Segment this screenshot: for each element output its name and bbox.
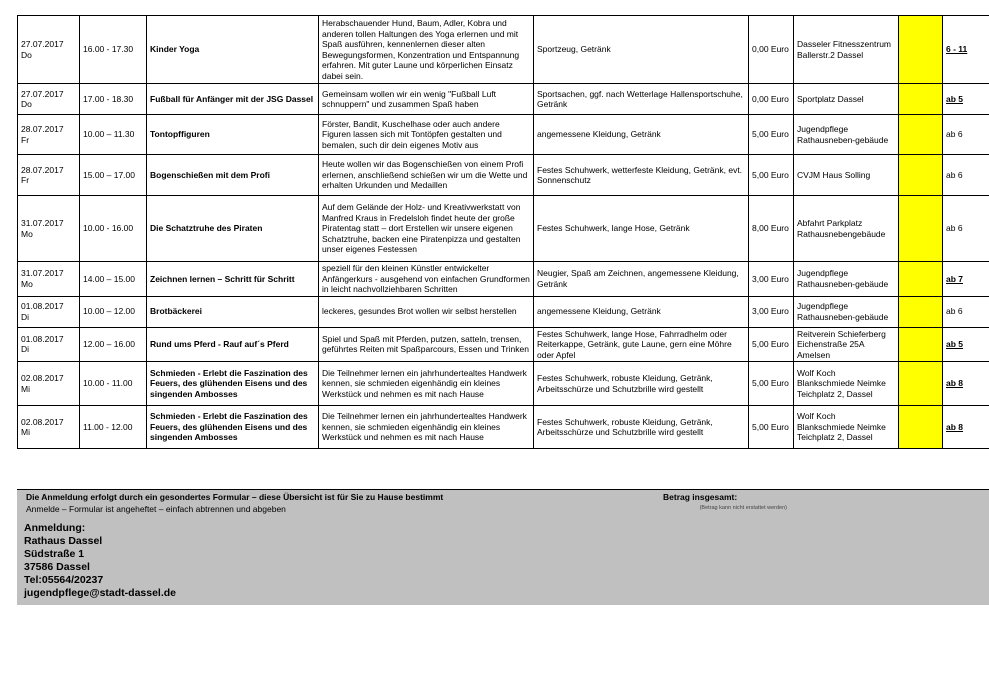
event-bring-along: Neugier, Spaß am Zeichnen, angemessene Kleidung, Getränk (534, 262, 749, 297)
event-bring-along: angemessene Kleidung, Getränk (534, 296, 749, 327)
address-email[interactable]: jugendpflege@stadt-dassel.de (24, 587, 177, 599)
event-weekday: Do (21, 99, 32, 109)
event-description: Spiel und Spaß mit Pferden, putzen, satteln, trensen, geführtes Reiten mit Spaßparcours, Essen und Trinken (319, 327, 534, 362)
event-date (18, 406, 80, 449)
selection-mark[interactable] (899, 262, 943, 297)
event-location: Jugendpflege Rathausneben-gebäude (794, 115, 899, 155)
event-date-value: 02.08.2017 (21, 373, 64, 383)
event-price: 5,00 Euro (749, 362, 794, 406)
event-weekday: Mo (21, 278, 33, 289)
address-line: Südstraße 1 (24, 548, 85, 560)
event-description: Auf dem Gelände der Holz- und Kreativwerkstatt von Manfred Kraus in Fredelsloh findet heute der große Piratentag statt – dort Erstellen wir unsere eigenen Schatztruhe, backen eine Piratenpizza und gestalten unser eigenes Festessen (319, 196, 534, 262)
schedule-table (17, 15, 989, 449)
schedule-row (18, 155, 989, 196)
event-description: Die Teilnehmer lernen ein jahrhundertealtes Handwerk kennen, sie schmieden eigenhändig ein kleines Werkstück und nehmen es mit nach Hause (319, 406, 534, 449)
event-description: Herabschauender Hund, Baum, Adler, Kobra und anderen tollen Haltungen des Yoga erlernen und mit Spaß ausführen, kennenlernen dieser alten Bewegungsformen, Konzentration und Entspannung erfahren. Mit guter Laune und körperlichen Einsatz dabei sein. (319, 16, 534, 84)
address-line: 37586 Dassel (24, 561, 90, 573)
event-price: 5,00 Euro (749, 406, 794, 449)
selection-mark[interactable] (899, 362, 943, 406)
event-bring-along: Festes Schuhwerk, lange Hose, Fahrradhelm oder Reiterkappe, Getränk, gute Laune, gern eine Möhre oder Apfel (534, 327, 749, 362)
event-date-value: 31.07.2017 (21, 268, 64, 279)
event-price: 0,00 Euro (749, 84, 794, 115)
event-title: Fußball für Anfänger mit der JSG Dassel (147, 84, 319, 115)
event-description: Förster, Bandit, Kuschelhase oder auch andere Figuren lassen sich mit Tontöpfen gestalten und bemalen, such dir dein eigenes Motiv aus (319, 115, 534, 155)
event-date (18, 262, 80, 297)
event-location: Dasseler Fitnesszentrum Ballerstr.2 Dassel (794, 16, 899, 84)
event-bring-along: Festes Schuhwerk, robuste Kleidung, Getränk, Arbeitsschürze und Schutzbrille wird gestellt (534, 406, 749, 449)
event-weekday: Mi (21, 427, 30, 437)
event-date-value: 01.08.2017 (21, 333, 64, 344)
event-title: Schmieden - Erlebt die Faszination des Feuers, des glühenden Eisens und des singenden Ambosses (147, 362, 319, 406)
event-date-value: 01.08.2017 (21, 301, 64, 311)
address-line: Anmeldung: (24, 522, 86, 534)
event-date-value: 28.07.2017 (21, 124, 64, 134)
event-price: 3,00 Euro (749, 262, 794, 297)
event-title: Brotbäckerei (147, 296, 319, 327)
event-price: 5,00 Euro (749, 327, 794, 362)
event-bring-along: angemessene Kleidung, Getränk (534, 115, 749, 155)
event-date (18, 84, 80, 115)
footer-subnote: Anmelde – Formular ist angeheftet – einfach abtrennen und abgeben (26, 504, 286, 514)
event-age: ab 6 (943, 296, 989, 327)
selection-mark[interactable] (899, 155, 943, 196)
event-title: Rund ums Pferd - Rauf auf´s Pferd (147, 327, 319, 362)
event-time: 10.00 - 16.00 (80, 196, 147, 262)
schedule-row (18, 16, 989, 84)
event-age: ab 8 (943, 362, 989, 406)
event-bring-along: Festes Schuhwerk, robuste Kleidung, Getränk, Arbeitsschürze und Schutzbrille wird gestellt (534, 362, 749, 406)
event-weekday: Mo (21, 228, 33, 239)
event-age: ab 5 (943, 84, 989, 115)
event-time: 14.00 – 15.00 (80, 262, 147, 297)
selection-mark[interactable] (899, 327, 943, 362)
event-time: 17.00 - 18.30 (80, 84, 147, 115)
schedule-row (18, 262, 989, 297)
total-label: Betrag insgesamt: (663, 492, 738, 502)
event-weekday: Fr (21, 175, 30, 185)
selection-mark[interactable] (899, 406, 943, 449)
address-line: Rathaus Dassel (24, 535, 103, 547)
event-bring-along: Festes Schuhwerk, lange Hose, Getränk (534, 196, 749, 262)
event-weekday: Di (21, 344, 30, 355)
event-location: Jugendpflege Rathausneben-gebäude (794, 262, 899, 297)
event-title: Tontopffiguren (147, 115, 319, 155)
total-note: (Betrag kann nicht erstattet werden) (699, 505, 787, 511)
address-line: Tel:05564/20237 (24, 574, 104, 586)
event-age: ab 6 (943, 196, 989, 262)
event-price: 0,00 Euro (749, 16, 794, 84)
registration-address (24, 522, 176, 600)
registration-footer (17, 489, 989, 605)
event-age: ab 5 (943, 327, 989, 362)
event-date-value: 27.07.2017 (21, 88, 64, 99)
event-price: 5,00 Euro (749, 115, 794, 155)
schedule-row (18, 196, 989, 262)
event-title: Zeichnen lernen – Schritt für Schritt (147, 262, 319, 297)
event-price: 5,00 Euro (749, 155, 794, 196)
event-description: Heute wollen wir das Bogenschießen von einem Profi erlernen, anschließend schießen wir um die Wette und erhalten Urkunden und Medaillen (319, 155, 534, 196)
event-time: 10.00 – 11.30 (80, 115, 147, 155)
event-location: Wolf Koch Blankschmiede Neimke Teichplatz 2, Dassel (794, 406, 899, 449)
schedule-row (18, 327, 989, 362)
event-date-value: 27.07.2017 (21, 39, 64, 49)
event-weekday: Fr (21, 134, 30, 145)
event-time: 10.00 – 12.00 (80, 296, 147, 327)
schedule-row (18, 84, 989, 115)
schedule-row (18, 296, 989, 327)
schedule-row (18, 115, 989, 155)
footer-note: Die Anmeldung erfolgt durch ein gesondertes Formular – diese Übersicht ist für Sie zu Hause bestimmt (26, 492, 444, 502)
schedule-page (17, 15, 989, 449)
event-location: Reitverein Schieferberg Eichenstraße 25A Amelsen (794, 327, 899, 362)
event-age: ab 6 (943, 115, 989, 155)
event-location: CVJM Haus Solling (794, 155, 899, 196)
event-time: 15.00 – 17.00 (80, 155, 147, 196)
event-weekday: Mi (21, 383, 30, 394)
event-title: Schmieden - Erlebt die Faszination des Feuers, des glühenden Eisens und des singenden Ambosses (147, 406, 319, 449)
event-description: Gemeinsam wollen wir ein wenig "Fußball Luft schnuppern" und zusammen Spaß haben (319, 84, 534, 115)
event-price: 3,00 Euro (749, 296, 794, 327)
event-weekday: Do (21, 49, 32, 60)
selection-mark[interactable] (899, 196, 943, 262)
event-time: 10.00 - 11.00 (80, 362, 147, 406)
event-location: Sportplatz Dassel (794, 84, 899, 115)
selection-mark[interactable] (899, 296, 943, 327)
schedule-row (18, 406, 989, 449)
event-date (18, 296, 80, 327)
event-date-value: 31.07.2017 (21, 218, 64, 228)
selection-mark[interactable] (899, 115, 943, 155)
event-description: speziell für den kleinen Künstler entwickelter Anfängerkurs - ausgehend von einfachen Grundformen in leicht nachvollziehbaren Schritten (319, 262, 534, 297)
event-location: Wolf Koch Blankschmiede Neimke Teichplatz 2, Dassel (794, 362, 899, 406)
event-bring-along: Festes Schuhwerk, wetterfeste Kleidung, Getränk, evt. Sonnenschutz (534, 155, 749, 196)
event-location: Jugendpflege Rathausneben-gebäude (794, 296, 899, 327)
event-price: 8,00 Euro (749, 196, 794, 262)
event-time: 11.00 - 12.00 (80, 406, 147, 449)
event-date (18, 115, 80, 155)
event-date (18, 155, 80, 196)
event-date-value: 28.07.2017 (21, 164, 64, 175)
event-bring-along: Sportsachen, ggf. nach Wetterlage Hallensportschuhe, Getränk (534, 84, 749, 115)
schedule-row (18, 362, 989, 406)
selection-mark[interactable] (899, 16, 943, 84)
event-title: Die Schatztruhe des Piraten (147, 196, 319, 262)
event-age: ab 7 (943, 262, 989, 297)
event-age: ab 6 (943, 155, 989, 196)
event-title: Kinder Yoga (147, 16, 319, 84)
event-age: ab 8 (943, 406, 989, 449)
event-time: 12.00 – 16.00 (80, 327, 147, 362)
event-date-value: 02.08.2017 (21, 416, 64, 427)
event-description: leckeres, gesundes Brot wollen wir selbst herstellen (319, 296, 534, 327)
event-bring-along: Sportzeug, Getränk (534, 16, 749, 84)
event-date (18, 327, 80, 362)
event-age: 6 - 11 (943, 16, 989, 84)
event-title: Bogenschießen mit dem Profi (147, 155, 319, 196)
event-location: Abfahrt Parkplatz Rathausnebengebäude (794, 196, 899, 262)
event-date (18, 196, 80, 262)
event-date (18, 16, 80, 84)
event-date (18, 362, 80, 406)
event-weekday: Di (21, 311, 30, 322)
event-time: 16.00 - 17.30 (80, 16, 147, 84)
event-description: Die Teilnehmer lernen ein jahrhundertealtes Handwerk kennen, sie schmieden eigenhändig ein kleines Werkstück und nehmen es mit nach Hause (319, 362, 534, 406)
selection-mark[interactable] (899, 84, 943, 115)
